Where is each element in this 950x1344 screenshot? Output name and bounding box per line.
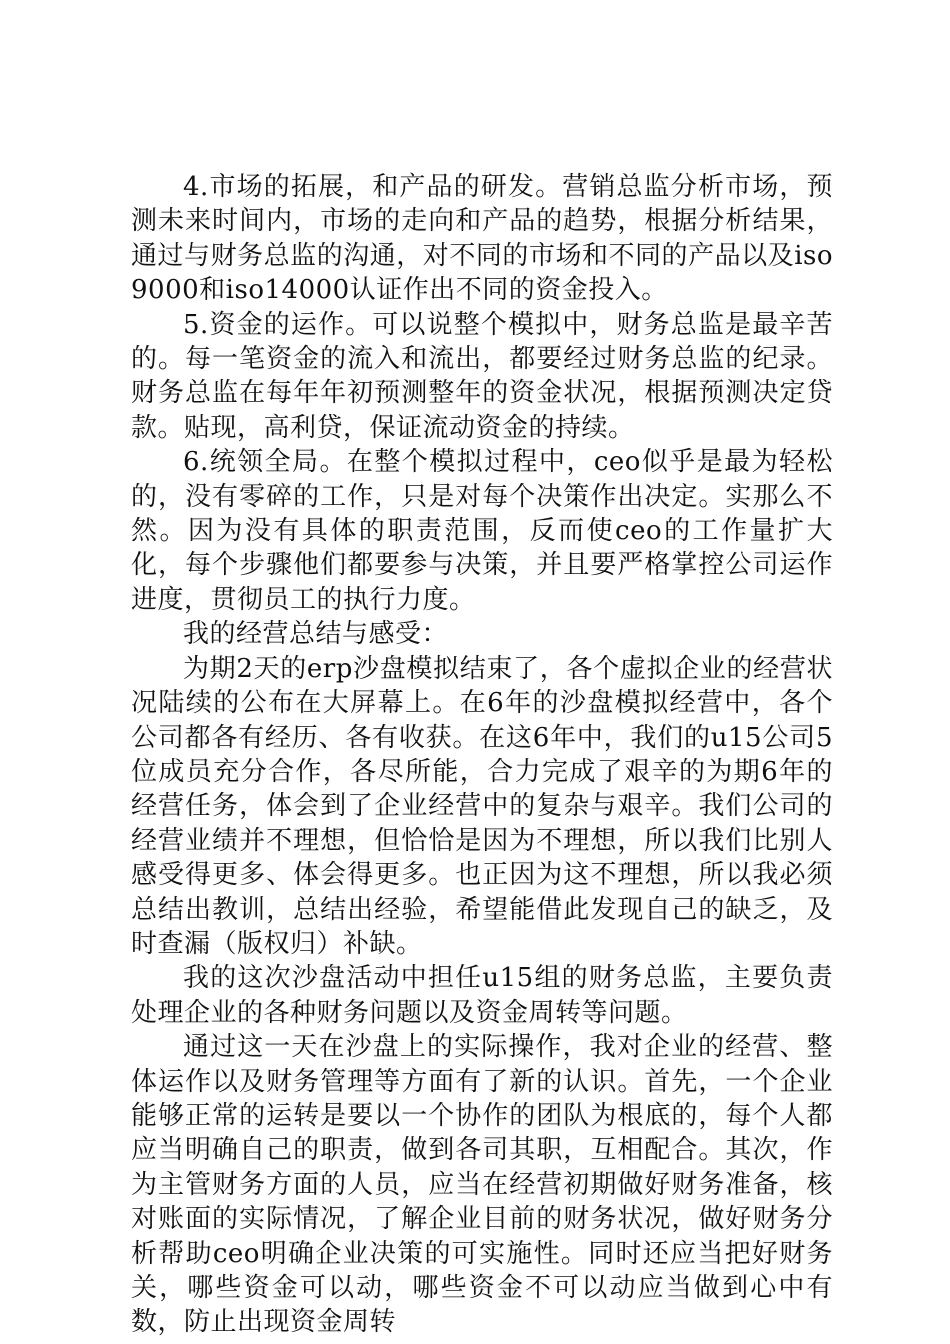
paragraph-capital-operation: 5.资金的运作。可以说整个模拟中，财务总监是最辛苦的。每一笔资金的流入和流出，都要经过财务总监的纪录。财务总监在每年年初预测整年的资金状况，根据预测决定贷款。贴现，高利贷，保证流动资金的持续。 (131, 309, 833, 443)
paragraph-reflection: 通过这一天在沙盘上的实际操作，我对企业的经营、整体运作以及财务管理等方面有了新的认识。首先，一个企业能够正常的运转是要以一个协作的团队为根底的，每个人都应当明确自己的职责，做到各司其职，互相配合。其次，作为主管财务方面的人员，应当在经营初期做好财务准备，核对账面的实际情况，了解企业目前的财务状况，做好财务分析帮助ceo明确企业决策的可实施性。同时还应当把好财务关，哪些资金可以动，哪些资金不可以动应当做到心中有数，防止出现资金周转 (131, 1032, 833, 1338)
section-heading-summary: 我的经营总结与感受： (183, 619, 449, 650)
paragraph-role-description: 我的这次沙盘活动中担任u15组的财务总监，主要负责处理企业的各种财务问题以及资金周转等问题。 (131, 963, 833, 1028)
paragraph-market-expansion: 4.市场的拓展，和产品的研发。营销总监分析市场，预测未来时间内，市场的走向和产品的趋势，根据分析结果，通过与财务总监的沟通，对不同的市场和不同的产品以及iso9000和iso14000认证作出不同的资金投入。 (131, 172, 833, 306)
paragraph-overall-leadership: 6.统领全局。在整个模拟过程中，ceo似乎是最为轻松的，没有零碎的工作，只是对每个决策作出决定。实那么不然。因为没有具体的职责范围，反而使ceo的工作量扩大化，每个步骤他们都要参与决策，并且要严格掌控公司运作进度，贯彻员工的执行力度。 (131, 447, 833, 615)
paragraph-simulation-result: 为期2天的erp沙盘模拟结束了，各个虚拟企业的经营状况陆续的公布在大屏幕上。在6年的沙盘模拟经营中，各个公司都各有经历、各有收获。在这6年中，我们的u15公司5位成员充分合作，各尽所能，合力完成了艰辛的为期6年的经营任务，体会到了企业经营中的复杂与艰辛。我们公司的经营业绩并不理想，但恰恰是因为不理想，所以我们比别人感受得更多、体会得更多。也正因为这不理想，所以我必须总结出教训，总结出经验，希望能借此发现自己的缺乏，及时查漏（版权归）补缺。 (131, 653, 833, 959)
document-body (131, 170, 833, 1340)
